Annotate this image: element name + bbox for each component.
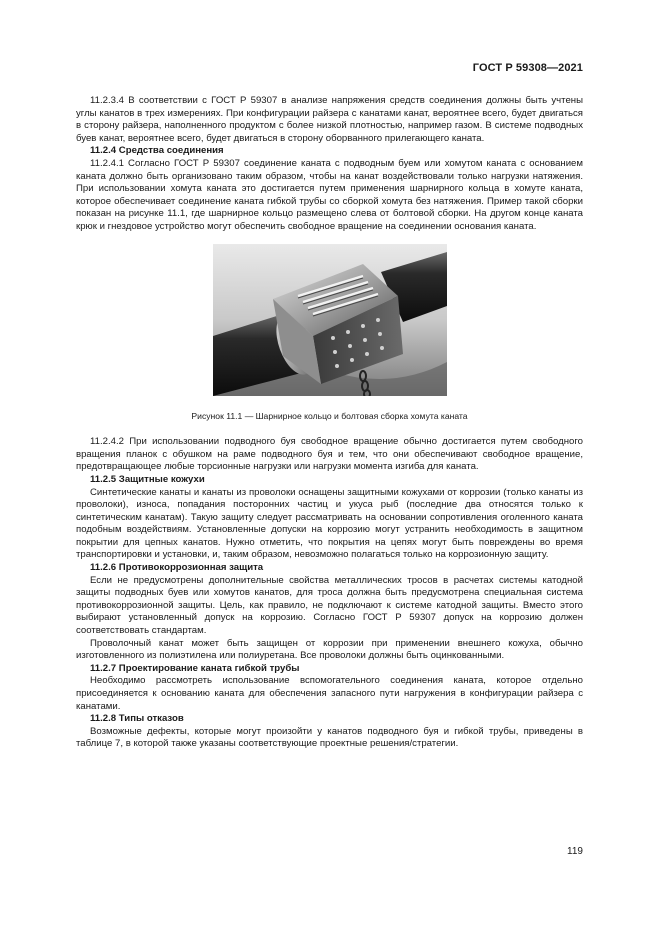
paragraph-11-2-5: Синтетические канаты и канаты из проволоки оснащены защитными кожухами от коррозии (только канаты из проволоки), износа, попадания посторонних частиц и укуса рыб (последние два относятся только к синтетическим канатам). Такую защиту следует рассматривать на основании сопротивления оголенного каната подобным воздействиям. Установленные допуски на коррозию могут устранить необходимость в защитном покрытии для цепных канатов. Нужно отметить, что покрытия на цепях могут быть повреждены во время транспортировки и установки, и, таким образом, невозможно полагаться только на коррозионную защиту. — [76, 486, 583, 561]
paragraph-11-2-4-1: 11.2.4.1 Согласно ГОСТ Р 59307 соединение каната с подводным буем или хомутом каната с основанием каната должно быть организовано таким образом, чтобы на канат воздействовали только нагрузки натяжения. При использовании хомута каната это достигается путем применения шарнирного кольца в хомуте каната, которое обеспечивает соединение каната гибкой трубы со сборкой хомута без натяжения. Пример такой сборки показан на рисунке 11.1, где шарнирное кольцо размещено слева от болтовой сборки. На другом конце каната крюк и гнездовое устройство могут обеспечить свободное вращение на соединении основания каната. — [76, 157, 583, 232]
paragraph-11-2-6-b: Проволочный канат может быть защищен от коррозии при применении внешнего кожуха, обычно изготовленного из полиэтилена или полиуретана. Все проволоки должны быть оцинкованными. — [76, 637, 583, 662]
figure-caption: Рисунок 11.1 — Шарнирное кольцо и болтовая сборка хомута каната — [191, 410, 468, 421]
paragraph-11-2-4-2: 11.2.4.2 При использовании подводного буя свободное вращение обычно достигается путем свободного вращения планок с обушком на раме подводного буя и тем, что они обеспечивают свободное вращение, предотвращающее любые торсионные нагрузки или нагрузки момента изгиба для каната. — [76, 436, 583, 473]
heading-11-2-8: 11.2.8 Типы отказов — [90, 713, 184, 725]
paragraph-11-2-3-4: 11.2.3.4 В соответствии с ГОСТ Р 59307 в анализе напряжения средств соединения должны быть учтены углы канатов в трех измерениях. При конфигурации райзера с канатами канат, вероятнее всего, будет двигаться в сторону райзера, наполненного продуктом с более низкой плотностью, например газом. В системе подводных буев канат, вероятнее всего, будет двигаться в сторону оборванного прилегающего каната. — [76, 95, 583, 144]
page-number: 119 — [567, 846, 583, 857]
figure-11-1-clamp-image — [213, 244, 447, 396]
heading-11-2-6: 11.2.6 Противокоррозионная защита — [90, 562, 264, 574]
document-id-header: ГОСТ Р 59308—2021 — [472, 62, 583, 74]
page-body — [76, 95, 583, 751]
paragraph-11-2-6-a: Если не предусмотрены дополнительные свойства металлических тросов в расчетах системы катодной защиты подводных буев или хомутов канатов, для троса должна быть предусмотрена специальная система противокоррозионной защиты. Цель, как правило, не подключают к системе катодной защиты. Вместо этого выбирают установленный допуск на коррозию. Согласно ГОСТ Р 59307 допуск на коррозию должен соответствовать стандартам. — [76, 574, 583, 637]
paragraph-11-2-7: Необходимо рассмотреть использование вспомогательного соединения каната, которое отдельно присоединяется к основанию каната для обеспечения запасного пути нагружения в конфигурации райзера с канатами. — [76, 675, 583, 712]
heading-11-2-5: 11.2.5 Защитные кожухи — [90, 473, 205, 485]
heading-11-2-7: 11.2.7 Проектирование каната гибкой трубы — [90, 662, 300, 674]
heading-11-2-4: 11.2.4 Средства соединения — [90, 145, 224, 157]
paragraph-11-2-8: Возможные дефекты, которые могут произойти у канатов подводного буя и гибкой трубы, приведены в таблице 7, в которой также указаны соответствующие проектные решения/стратегии. — [76, 725, 583, 750]
